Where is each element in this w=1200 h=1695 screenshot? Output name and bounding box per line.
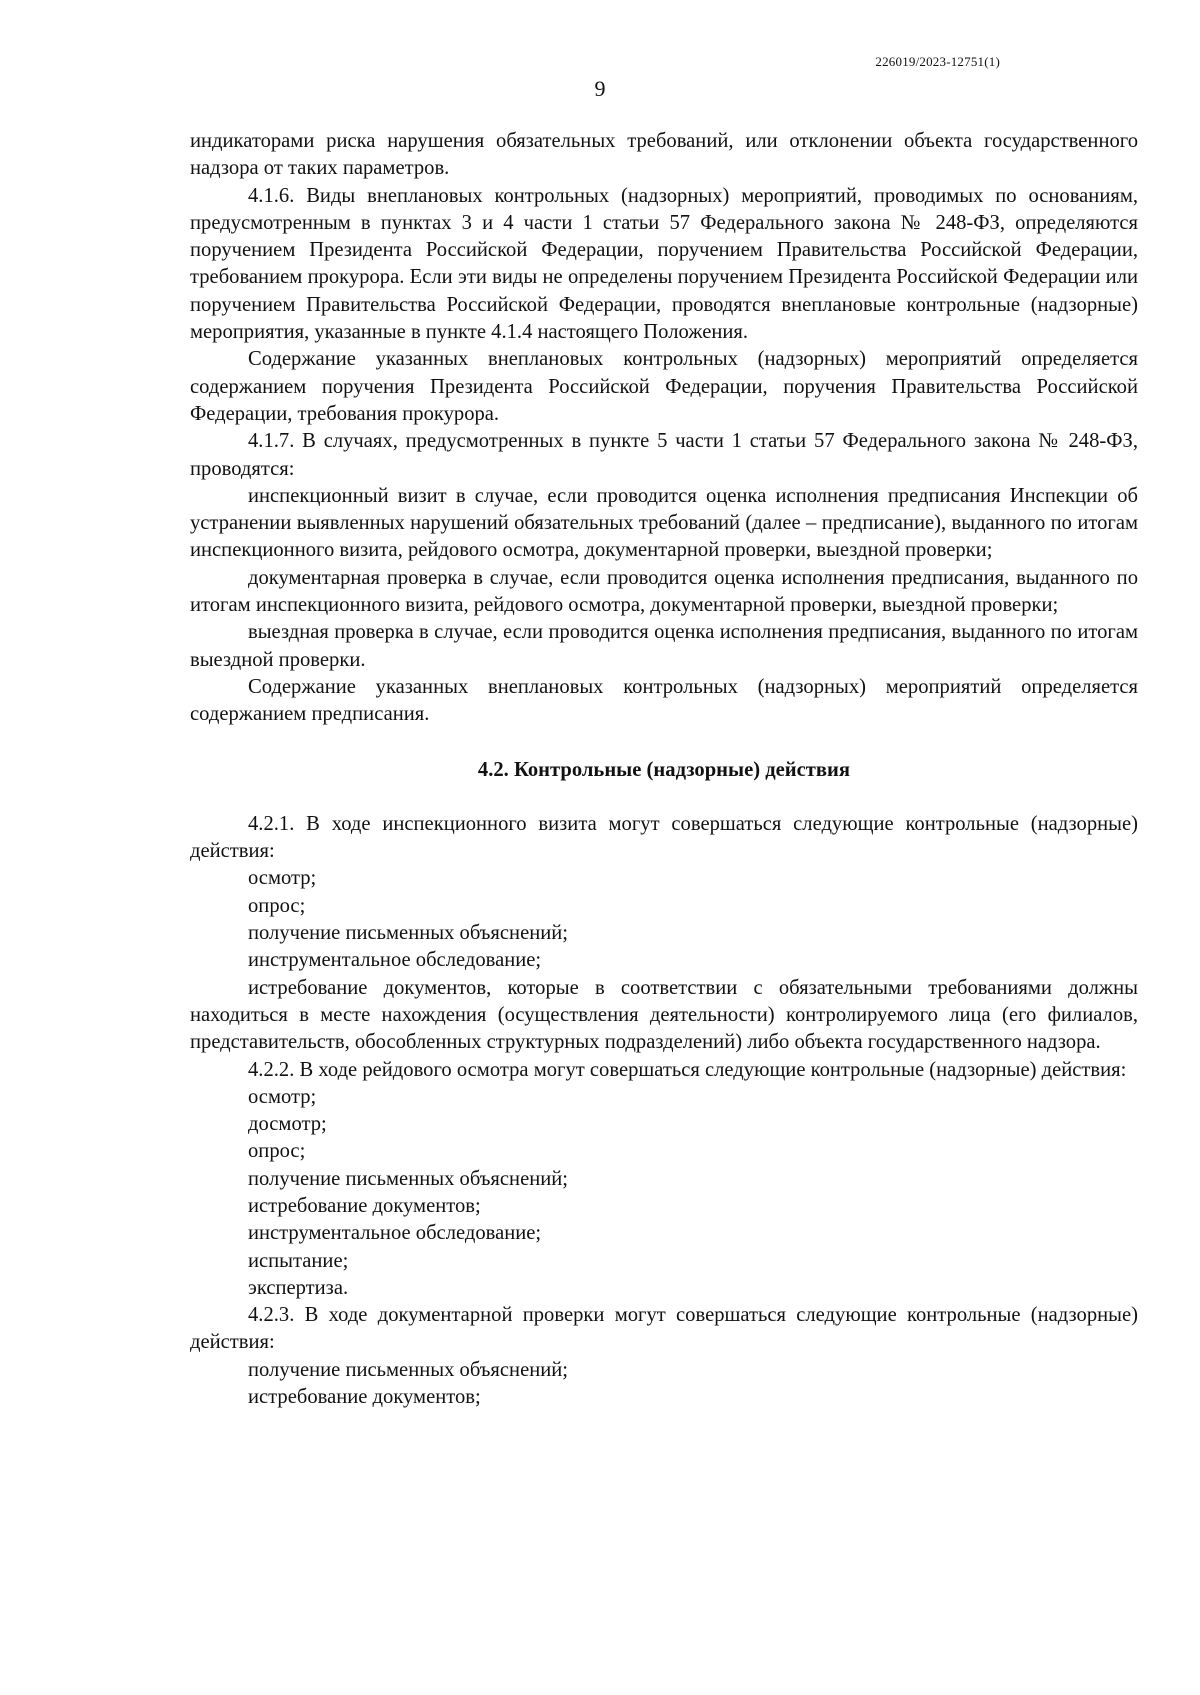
list-item: опрос; [248,1140,306,1163]
list-item: получение письменных объяснений; [248,1167,568,1190]
paragraph: 4.2.3. В ходе документарной проверки могут совершаться следующие контрольные (надзорные) действия: [190,1304,1138,1354]
list-item: досмотр; [248,1113,327,1136]
list-item: получение письменных объяснений; [248,1358,568,1381]
paragraph: 4.1.6. Виды внеплановых контрольных (надзорных) мероприятий, проводимых по основаниям, предусмотренным в пунктах 3 и 4 части 1 статьи 57 Федерального закона № 248-ФЗ, определяются поручением Президента Российской Федерации, поручением Правительства Российской Федерации, требованием прокурора. Если эти виды не определены поручением Президента Российской Федерации или поручением Правительства Российской Федерации, проводятся внеплановые контрольные (надзорные) мероприятия, указанные в пункте 4.1.4 настоящего Положения. [190,184,1138,344]
list-item: истребование документов; [248,1386,481,1409]
paragraph: инспекционный визит в случае, если проводится оценка исполнения предписания Инспекции об устранении выявленных нарушений обязательных требований (далее – предписание), выданного по итогам инспекционного визита, рейдового осмотра, документарной проверки, выездной проверки; [190,484,1138,562]
paragraph: истребование документов, которые в соответствии с обязательными требованиями должны находиться в месте нахождения (осуществления деятельности) контролируемого лица (его филиалов, представительств, обособленных структурных подразделений) либо объекта государственного надзора. [190,976,1138,1054]
paragraph: Содержание указанных внеплановых контрольных (надзорных) мероприятий определяется содержанием предписания. [190,675,1138,726]
paragraph: 4.2.2. В ходе рейдового осмотра могут совершаться следующие контрольные (надзорные) действия: [248,1058,1127,1081]
list-item: осмотр; [248,867,317,890]
paragraph: выездная проверка в случае, если проводится оценка исполнения предписания, выданного по итогам выездной проверки. [190,621,1138,671]
list-item: инструментальное обследование; [248,949,542,972]
list-item: опрос; [248,894,306,917]
document-body [190,128,1138,1411]
list-item: истребование документов; [248,1194,481,1217]
section-heading: 4.2. Контрольные (надзорные) действия [477,758,851,781]
list-item: экспертиза. [248,1276,349,1299]
list-item: испытание; [248,1249,349,1272]
paragraph: Содержание указанных внеплановых контрольных (надзорных) мероприятий определяется содержанием поручения Президента Российской Федерации, поручения Правительства Российской Федерации, требования прокурора. [190,348,1138,425]
list-item: получение письменных объяснений; [248,922,568,945]
paragraph: 4.2.1. В ходе инспекционного визита могут совершаться следующие контрольные (надзорные) действия: [190,812,1138,863]
document-registration-number: 226019/2023-12751(1) [875,54,1000,69]
list-item: осмотр; [248,1085,317,1108]
paragraph: документарная проверка в случае, если проводится оценка исполнения предписания, выданного по итогам инспекционного визита, рейдового осмотра, документарной проверки, выездной проверки; [190,566,1138,617]
list-item: инструментальное обследование; [248,1222,542,1245]
paragraph: 4.1.7. В случаях, предусмотренных в пункте 5 части 1 статьи 57 Федерального закона № 248-ФЗ, проводятся: [190,430,1138,480]
page-number: 9 [594,76,606,101]
paragraph: индикаторами риска нарушения обязательных требований, или отклонении объекта государственного надзора от таких параметров. [190,130,1138,180]
